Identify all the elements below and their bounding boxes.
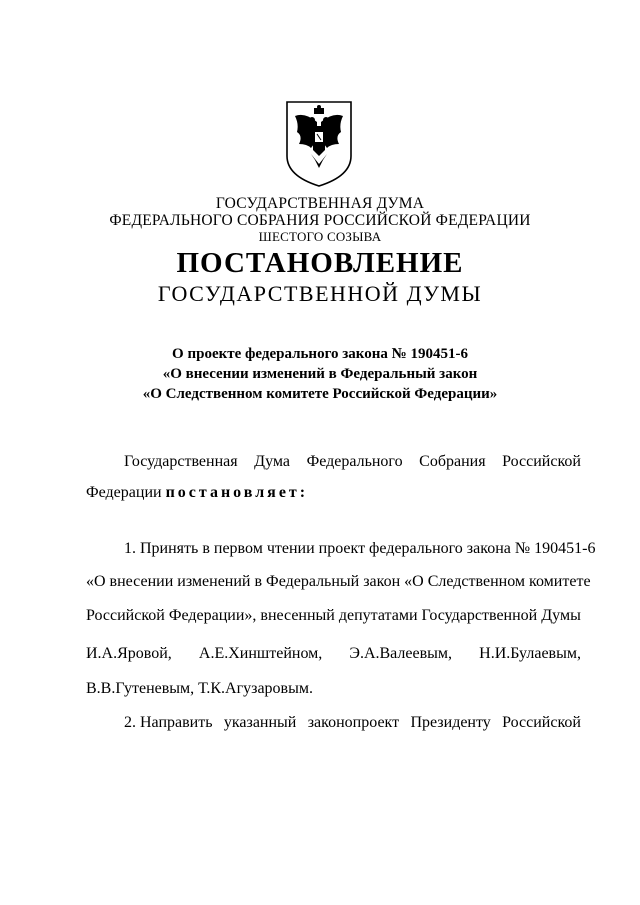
preamble-word: Государственная [124,453,238,470]
preamble-line-2 [86,484,581,502]
subject-line-1: О проекте федерального закона № 190451-6 [172,346,468,362]
item1-line-5: В.В.Гутеневым, Т.К.Агузаровым. [86,680,313,697]
item2-word: указанный [223,714,297,731]
document-title: ПОСТАНОВЛЕНИЕ [176,247,464,279]
preamble-word: Дума [254,453,290,470]
item1-line-2: «О внесении изменений в Федеральный закон «О Следственном комитете [86,573,591,590]
subject-line-2: «О внесении изменений в Федеральный закон [162,366,478,382]
item2-word: законопроект [307,714,400,731]
preamble-line-1 [124,453,581,471]
item2-word: 2. Направить [124,714,213,731]
deputy-name: А.Е.Хинштейном, [198,645,323,662]
deputy-name: Н.И.Булаевым, [479,645,581,662]
preamble-word: Российской [502,453,581,470]
header-assembly: ФЕДЕРАЛЬНОГО СОБРАНИЯ РОССИЙСКОЙ ФЕДЕРАЦИИ [109,212,531,229]
item1-line-4 [86,645,581,663]
subject-line-3: «О Следственном комитете Российской Федерации» [142,386,498,402]
russian-coat-of-arms-icon [281,98,357,188]
header-convocation: ШЕСТОГО СОЗЫВА [258,229,382,244]
item1-line-1: 1. Принять в первом чтении проект федерального закона № 190451-6 [124,540,596,557]
deputy-name: И.А.Яровой, [86,645,172,662]
preamble-word: Федерального [306,453,403,470]
document-subtitle: ГОСУДАРСТВЕННОЙ ДУМЫ [157,281,483,306]
preamble-decision: постановляет: [165,484,309,501]
item2-word: Российской [502,714,581,731]
item2-line-1 [124,714,581,732]
item1-line-3: Российской Федерации», внесенный депутатами Государственной Думы [86,607,581,624]
item2-word: Президенту [410,714,491,731]
deputy-name: Э.А.Валеевым, [349,645,453,662]
header-organization: ГОСУДАРСТВЕННАЯ ДУМА [215,195,425,212]
preamble-text: Федерации [86,484,162,501]
preamble-word: Собрания [419,453,486,470]
